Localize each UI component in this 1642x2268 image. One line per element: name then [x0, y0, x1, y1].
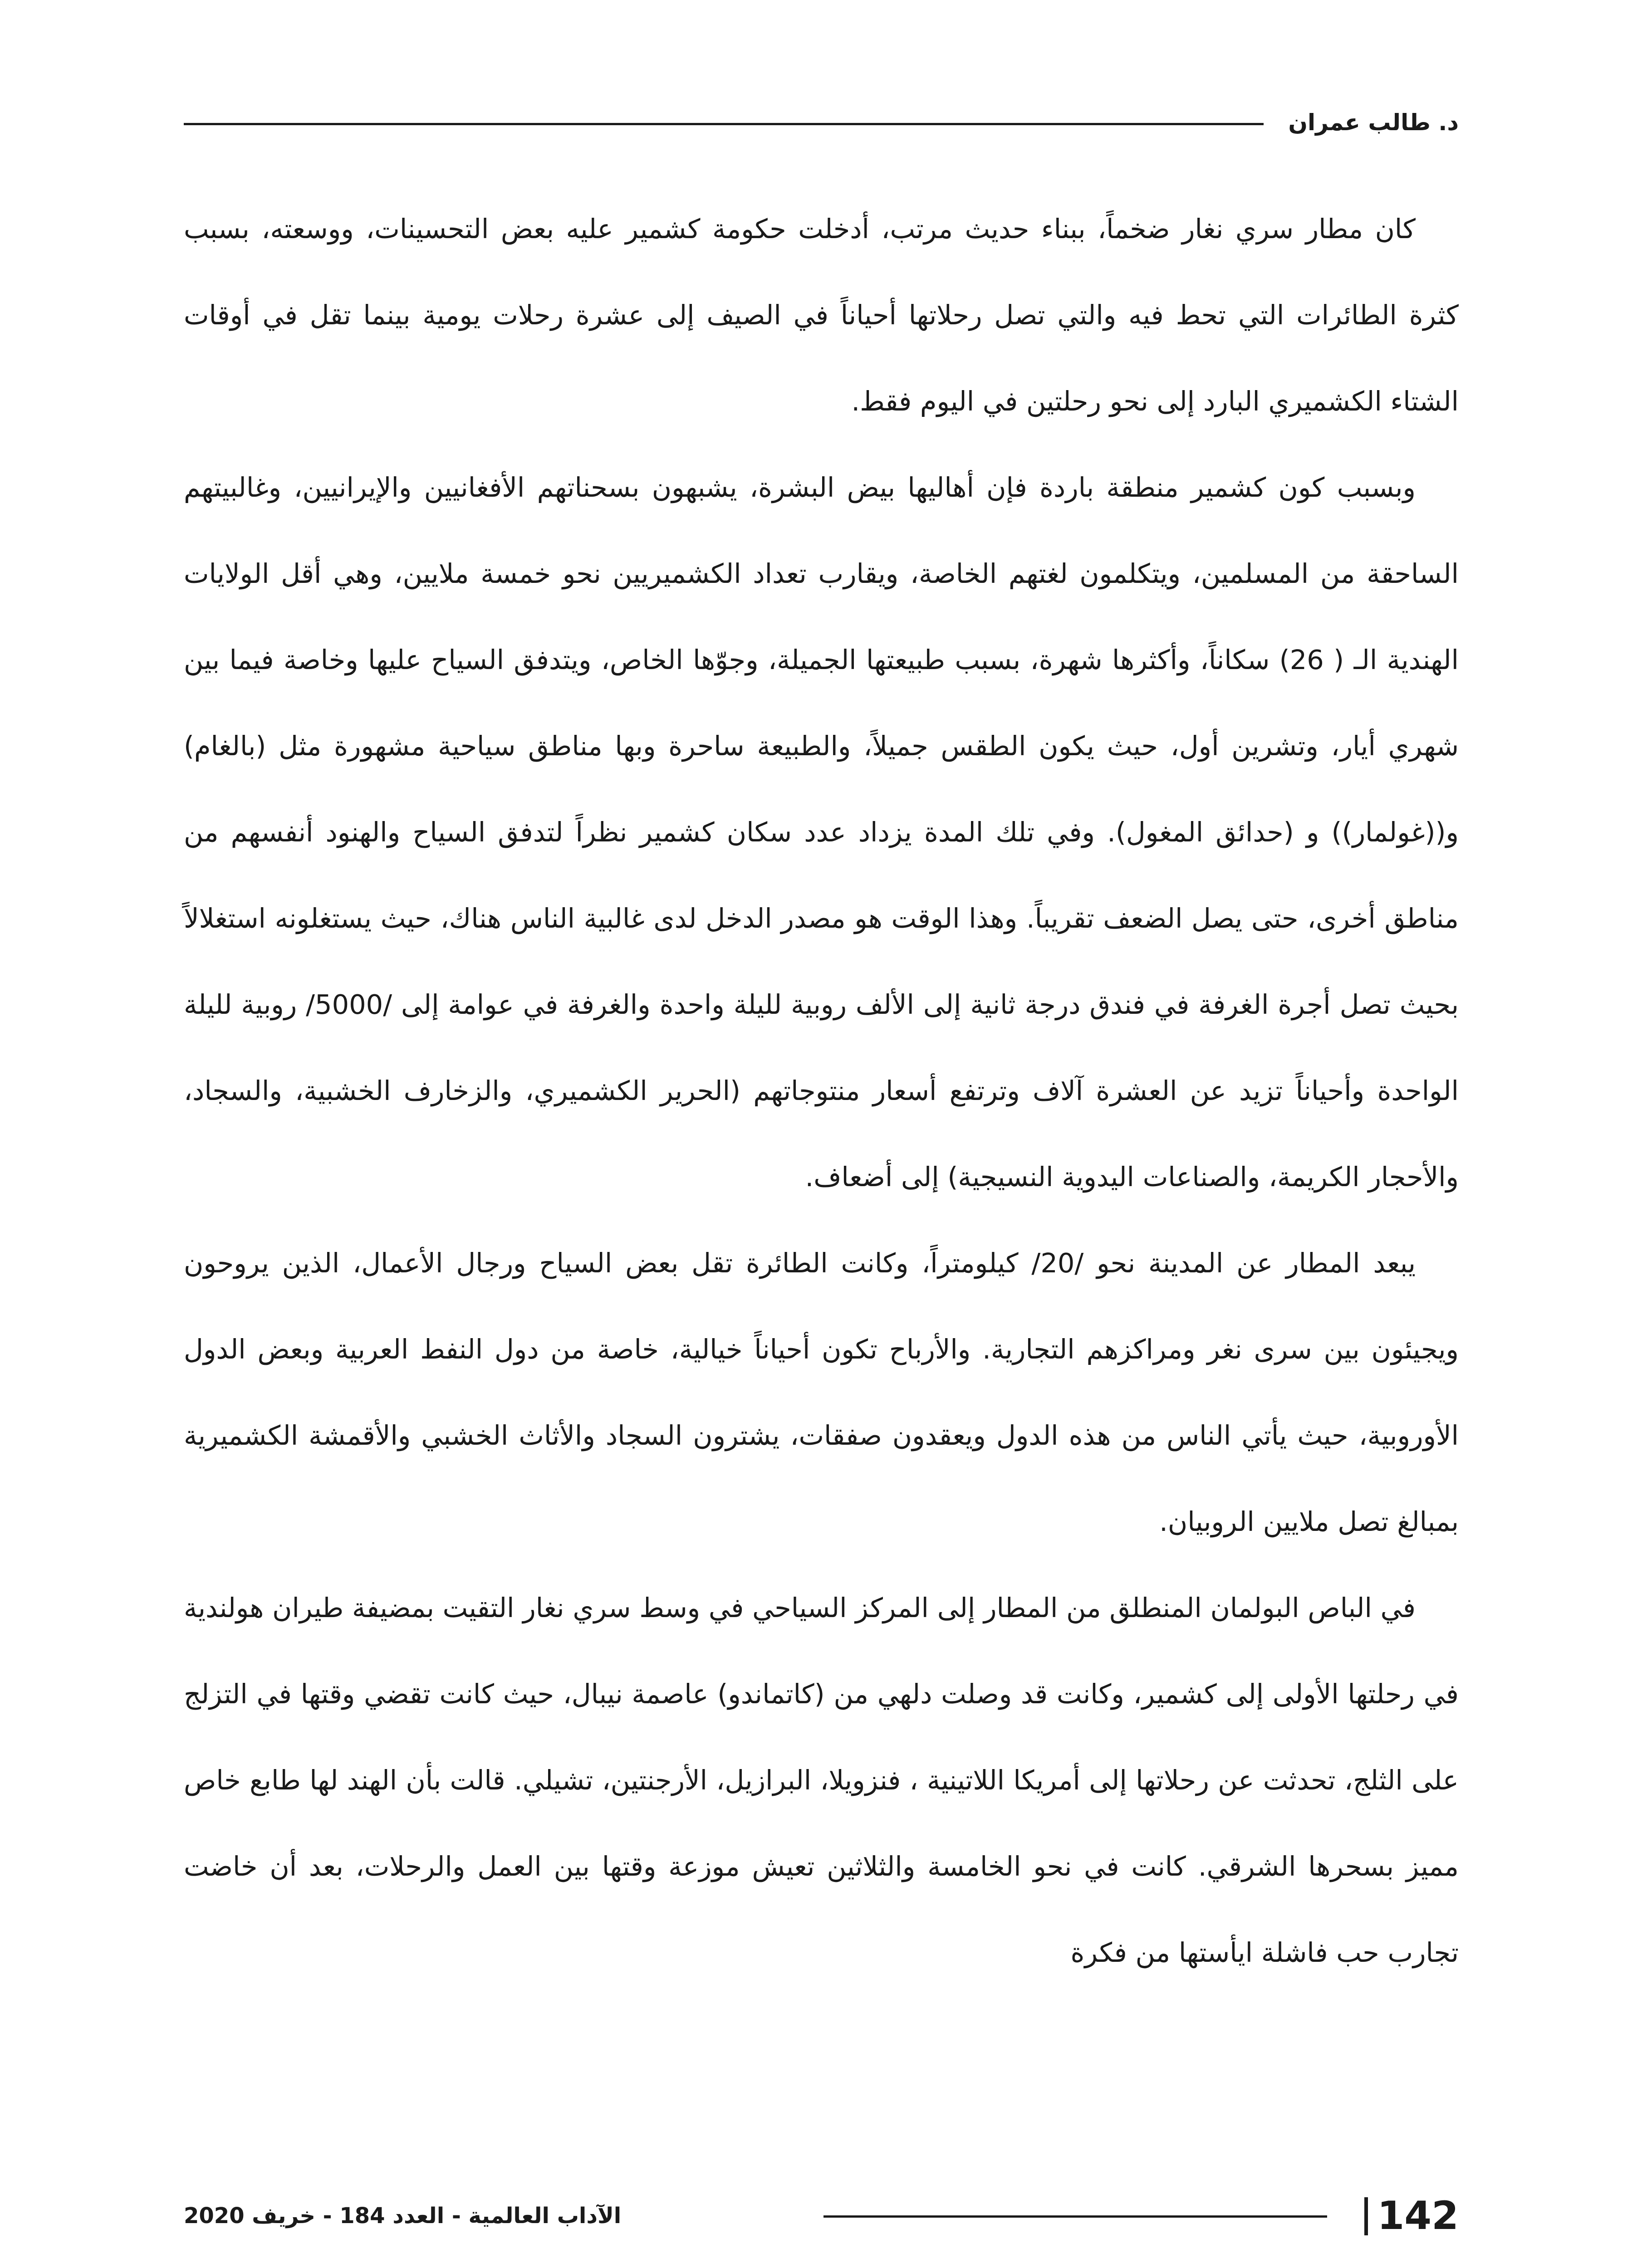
footer-separator: [1364, 2197, 1368, 2235]
paragraph-3: يبعد المطار عن المدينة نحو /20/ كيلومتراً، وكانت الطائرة تقل بعض السياح ورجال الأعمال، الذين يروحون ويجيئون بين سرى نغر ومراكزهم التجارية. والأرباح تكون أحياناً خيالية، خاصة من دول النفط العربية وبعض الدول الأوروبية، حيث يأتي الناس من هذه الدول ويعقدون صفقات، يشترون السجاد والأثاث الخشبي والأقمشة الكشميرية بمبالغ تصل ملايين الروبيان.: [184, 1247, 1459, 1537]
author-name: د. طالب عمران: [1288, 109, 1459, 136]
article-body: [184, 186, 1459, 1996]
paragraph-4: في الباص البولمان المنطلق من المطار إلى المركز السياحي في وسط سري نغار التقيت بمضيفة طيران هولندية في رحلتها الأولى إلى كشمير، وكانت قد وصلت دلهي من (كاتماندو) عاصمة نيبال، حيث كانت تقضي وقتها في التزلج على الثلج، تحدثت عن رحلاتها إلى أمريكا اللاتينية ، فنزويلا، البرازيل، الأرجنتين، تشيلي. قالت بأن الهند لها طابع خاص مميز بسحرها الشرقي. كانت في نحو الخامسة والثلاثين تعيش موزعة وقتها بين العمل والرحلات، بعد أن خاضت تجارب حب فاشلة ايأستها من فكرة: [184, 1592, 1459, 1968]
page-footer: [184, 2191, 1459, 2241]
paragraph-1: كان مطار سري نغار ضخماً، ببناء حديث مرتب، أدخلت حكومة كشمير عليه بعض التحسينات، ووسعته، بسبب كثرة الطائرات التي تحط فيه والتي تصل رحلاتها أحياناً في الصيف إلى عشرة رحلات يومية بينما تقل في أوقات الشتاء الكشميري البارد إلى نحو رحلتين في اليوم فقط.: [184, 213, 1459, 417]
paragraph-2: وبسبب كون كشمير منطقة باردة فإن أهاليها بيض البشرة، يشبهون بسحناتهم الأفغانيين والإيرانيين، وغالبيتهم الساحقة من المسلمين، ويتكلمون لغتهم الخاصة، ويقارب تعداد الكشميريين نحو خمسة ملايين، وهي أقل الولايات الهندية الـ ( 26) سكاناً، وأكثرها شهرة، بسبب طبيعتها الجميلة، وجوّها الخاص، ويتدفق السياح عليها وخاصة فيما بين شهري أيار، وتشرين أول، حيث يكون الطقس جميلاً، والطبيعة ساحرة وبها مناطق سياحية مشهورة مثل (بالغام) و((غولمار)) و (حدائق المغول). وفي تلك المدة يزداد عدد سكان كشمير نظراً لتدفق السياح والهنود أنفسهم من مناطق أخرى، حتى يصل الضعف تقريباً. وهذا الوقت هو مصدر الدخل لدى غالبية الناس هناك، حيث يستغلونه استغلالاً بحيث تصل أجرة الغرفة في فندق درجة ثانية إلى الألف روبية لليلة واحدة والغرفة في عوامة إلى /5000/ روبية لليلة الواحدة وأحياناً تزيد عن العشرة آلاف وترتفع أسعار منتوجاتهم (الحرير الكشميري، والزخارف الخشبية، والسجاد، والأحجار الكريمة، والصناعات اليدوية النسيجية) إلى أضعاف.: [184, 472, 1459, 1193]
journal-issue: الآداب العالمية - العدد 184 - خريف 2020: [184, 2203, 622, 2229]
running-header: [184, 102, 1459, 143]
header-rule: [184, 123, 1264, 125]
page-number: 142: [1377, 2193, 1459, 2239]
footer-rule: [823, 2215, 1327, 2218]
